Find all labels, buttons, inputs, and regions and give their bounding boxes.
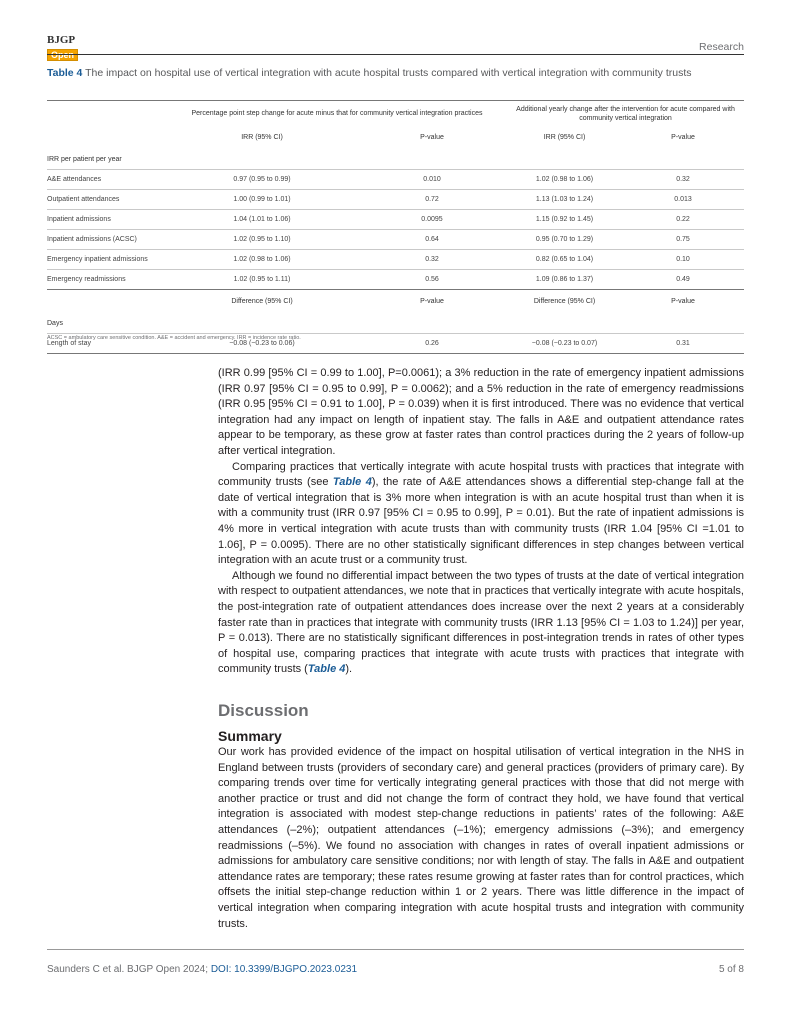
cell: 0.95 (0.70 to 1.29)	[507, 230, 622, 250]
table-caption-label[interactable]: Table 4	[47, 67, 83, 79]
cell: 1.15 (0.92 to 1.45)	[507, 210, 622, 230]
col-p-b: P-value	[671, 134, 695, 141]
table-link[interactable]: Table 4	[332, 476, 372, 489]
cell: 1.02 (0.95 to 1.11)	[167, 270, 357, 290]
cell: 1.02 (0.98 to 1.06)	[167, 250, 357, 270]
paragraph	[218, 460, 744, 569]
results-table	[47, 100, 744, 354]
cell: 1.02 (0.95 to 1.10)	[167, 230, 357, 250]
cell: 0.75	[622, 230, 744, 250]
col-diff-b: Difference (95% CI)	[507, 290, 622, 314]
citation-text: Saunders C et al. BJGP Open 2024;	[47, 964, 211, 975]
row-label: A&E attendances	[47, 170, 167, 190]
table-caption-text: The impact on hospital use of vertical integration with acute hospital trusts compared with vertical integration with community trusts	[82, 67, 692, 79]
header-step-change: Percentage point step change for acute minus that for community vertical integration practices	[167, 101, 507, 127]
footer-citation	[47, 964, 357, 975]
col-irr-b: IRR (95% CI)	[543, 134, 586, 141]
header-yearly-change: Additional yearly change after the intervention for acute compared with community vertical integration	[507, 101, 744, 127]
row-label: Length of stay	[47, 334, 167, 354]
cell: 0.56	[357, 270, 507, 290]
paragraph: Our work has provided evidence of the impact on hospital utilisation of vertical integration in the NHS in England between trusts (providers of secondary care) and general practices (providers of primary care). By comparing trends over time for vertically integrating general practices with those that did not merge with another practice or trust and did not change the form of contract they hold, we have found that vertical integration is associated with modest step-change reductions in patients’ rates of the following: A&E attendances (–2%); outpatient attendances (–1%); emergency admissions (–3%); and emergency readmissions (–5%). We found no association with changes in rates of overall inpatient admissions or admissions for ambulatory care sensitive conditions; nor with length of stay. The falls in A&E and outpatient attendance rates are temporary; these rates resume growing at faster rates than for control practices, which offsets the initial step-change reduction within 1 or 2 years. There was little difference in the impact of vertical integration when comparing integration with acute hospital trusts and integration with community trusts.	[218, 746, 744, 930]
cell: 0.64	[357, 230, 507, 250]
col-irr-a: IRR (95% CI)	[241, 134, 283, 141]
cell: 0.97 (0.95 to 0.99)	[167, 170, 357, 190]
cell: 0.32	[622, 170, 744, 190]
table-row	[47, 190, 744, 210]
text: ), the rate of A&E attendances shows a differential step-change fall at the date of vertical integration that is 3% more when integration is with an acute hospital trust than when it is with a community trust (IRR 0.97 [95% CI = 0.95 to 0.99], P = 0.01). But the rate of inpatient admissions is 4% more in vertical integration with acute trusts than with community trusts (IRR 1.04 [95% CI =1.01 to 1.06], P = 0.0095). There are no other statistically significant differences in step changes between vertical integration with an acute trust or a community trust.	[218, 476, 745, 567]
row-label: Emergency readmissions	[47, 270, 167, 290]
text: Although we found no differential impact between the two types of trusts at the date of vertical integration with respect to outpatient attendances, we note that in practices that vertically integrate with acute hospitals, the post-integration rate of outpatient attendances does increase over the next 2 years at a considerably faster rate than in practices that integrate with community trusts (IRR 1.13 [95% CI = 1.03 to 1.24)] per year, P = 0.013). There are no statistically significant differences in post-integration trends in rates of other types of hospital use, comparing practices that integrate with acute trusts with practices that integrate with community trusts (	[218, 569, 744, 676]
section-irr: IRR per patient per year	[47, 155, 122, 163]
journal-logo	[47, 34, 85, 60]
row-label: Inpatient admissions (ACSC)	[47, 230, 167, 250]
footer-rule	[47, 949, 744, 950]
cell: 1.13 (1.03 to 1.24)	[507, 190, 622, 210]
heading-discussion: Discussion	[218, 701, 309, 720]
table-caption	[47, 66, 747, 80]
heading-summary: Summary	[218, 728, 282, 744]
col-diff-a: Difference (95% CI)	[167, 290, 357, 314]
text: Comparing practices that vertically integrate with acute hospital trusts with practices that integrate with community trusts (see	[218, 460, 744, 489]
cell: 1.04 (1.01 to 1.06)	[167, 210, 357, 230]
paragraph	[218, 569, 744, 678]
cell: 0.72	[357, 190, 507, 210]
col-p-b2: P-value	[622, 290, 744, 314]
cell: 1.00 (0.99 to 1.01)	[167, 190, 357, 210]
logo-open-badge: Open	[47, 49, 78, 61]
doi-link[interactable]: DOI: 10.3399/BJGPO.2023.0231	[210, 964, 358, 975]
summary-text	[218, 745, 744, 932]
cell: 0.82 (0.65 to 1.04)	[507, 250, 622, 270]
logo-text: BJGP	[47, 34, 76, 46]
table-row	[47, 270, 744, 290]
paragraph: (IRR 0.99 [95% CI = 0.99 to 1.00], P=0.0061); a 3% reduction in the rate of emergency inpatient admissions (IRR 0.97 [95% CI = 0.95 to 0.99], P = 0.0062); and a 5% reduction in the rate of emergency readmissions (IRR 0.95 [95% CI = 0.91 to 1.00], P = 0.039) when it is first introduced. There was no evidence that vertical integration had any impact on length of inpatient stay. The falls in A&E and outpatient attendance rates appear to be temporary, as these grow at faster rates than control practices during the 2 years of follow-up after vertical integration.	[218, 367, 744, 457]
cell: 0.32	[357, 250, 507, 270]
table-row	[47, 170, 744, 190]
cell: 0.10	[622, 250, 744, 270]
cell: 0.010	[357, 170, 507, 190]
table-row	[47, 230, 744, 250]
cell: −0.08 (−0.23 to 0.06)	[167, 334, 357, 354]
cell: 0.31	[622, 334, 744, 354]
cell: −0.08 (−0.23 to 0.07)	[507, 334, 622, 354]
col-p-a2: P-value	[357, 290, 507, 314]
header-rule	[47, 54, 744, 55]
table-footnote: ACSC = ambulatory care sensitive condition. A&E = accident and emergency. IRR = incidence rate ratio.	[47, 335, 301, 341]
table-row	[47, 250, 744, 270]
table-link[interactable]: Table 4	[307, 663, 346, 676]
cell: 0.22	[622, 210, 744, 230]
page-number: 5 of 8	[718, 964, 744, 975]
table-row	[47, 210, 744, 230]
text: ).	[345, 663, 353, 676]
col-p-a: P-value	[420, 134, 444, 141]
cell: 0.26	[357, 334, 507, 354]
cell: 1.09 (0.86 to 1.37)	[507, 270, 622, 290]
cell: 0.0095	[357, 210, 507, 230]
row-label: Outpatient attendances	[47, 190, 167, 210]
results-text	[218, 366, 744, 678]
row-label: Inpatient admissions	[47, 210, 167, 230]
section-days: Days	[47, 319, 63, 327]
cell: 0.013	[622, 190, 744, 210]
cell: 0.49	[622, 270, 744, 290]
row-label: Emergency inpatient admissions	[47, 250, 167, 270]
cell: 1.02 (0.98 to 1.06)	[507, 170, 622, 190]
section-label: Research	[699, 41, 744, 53]
